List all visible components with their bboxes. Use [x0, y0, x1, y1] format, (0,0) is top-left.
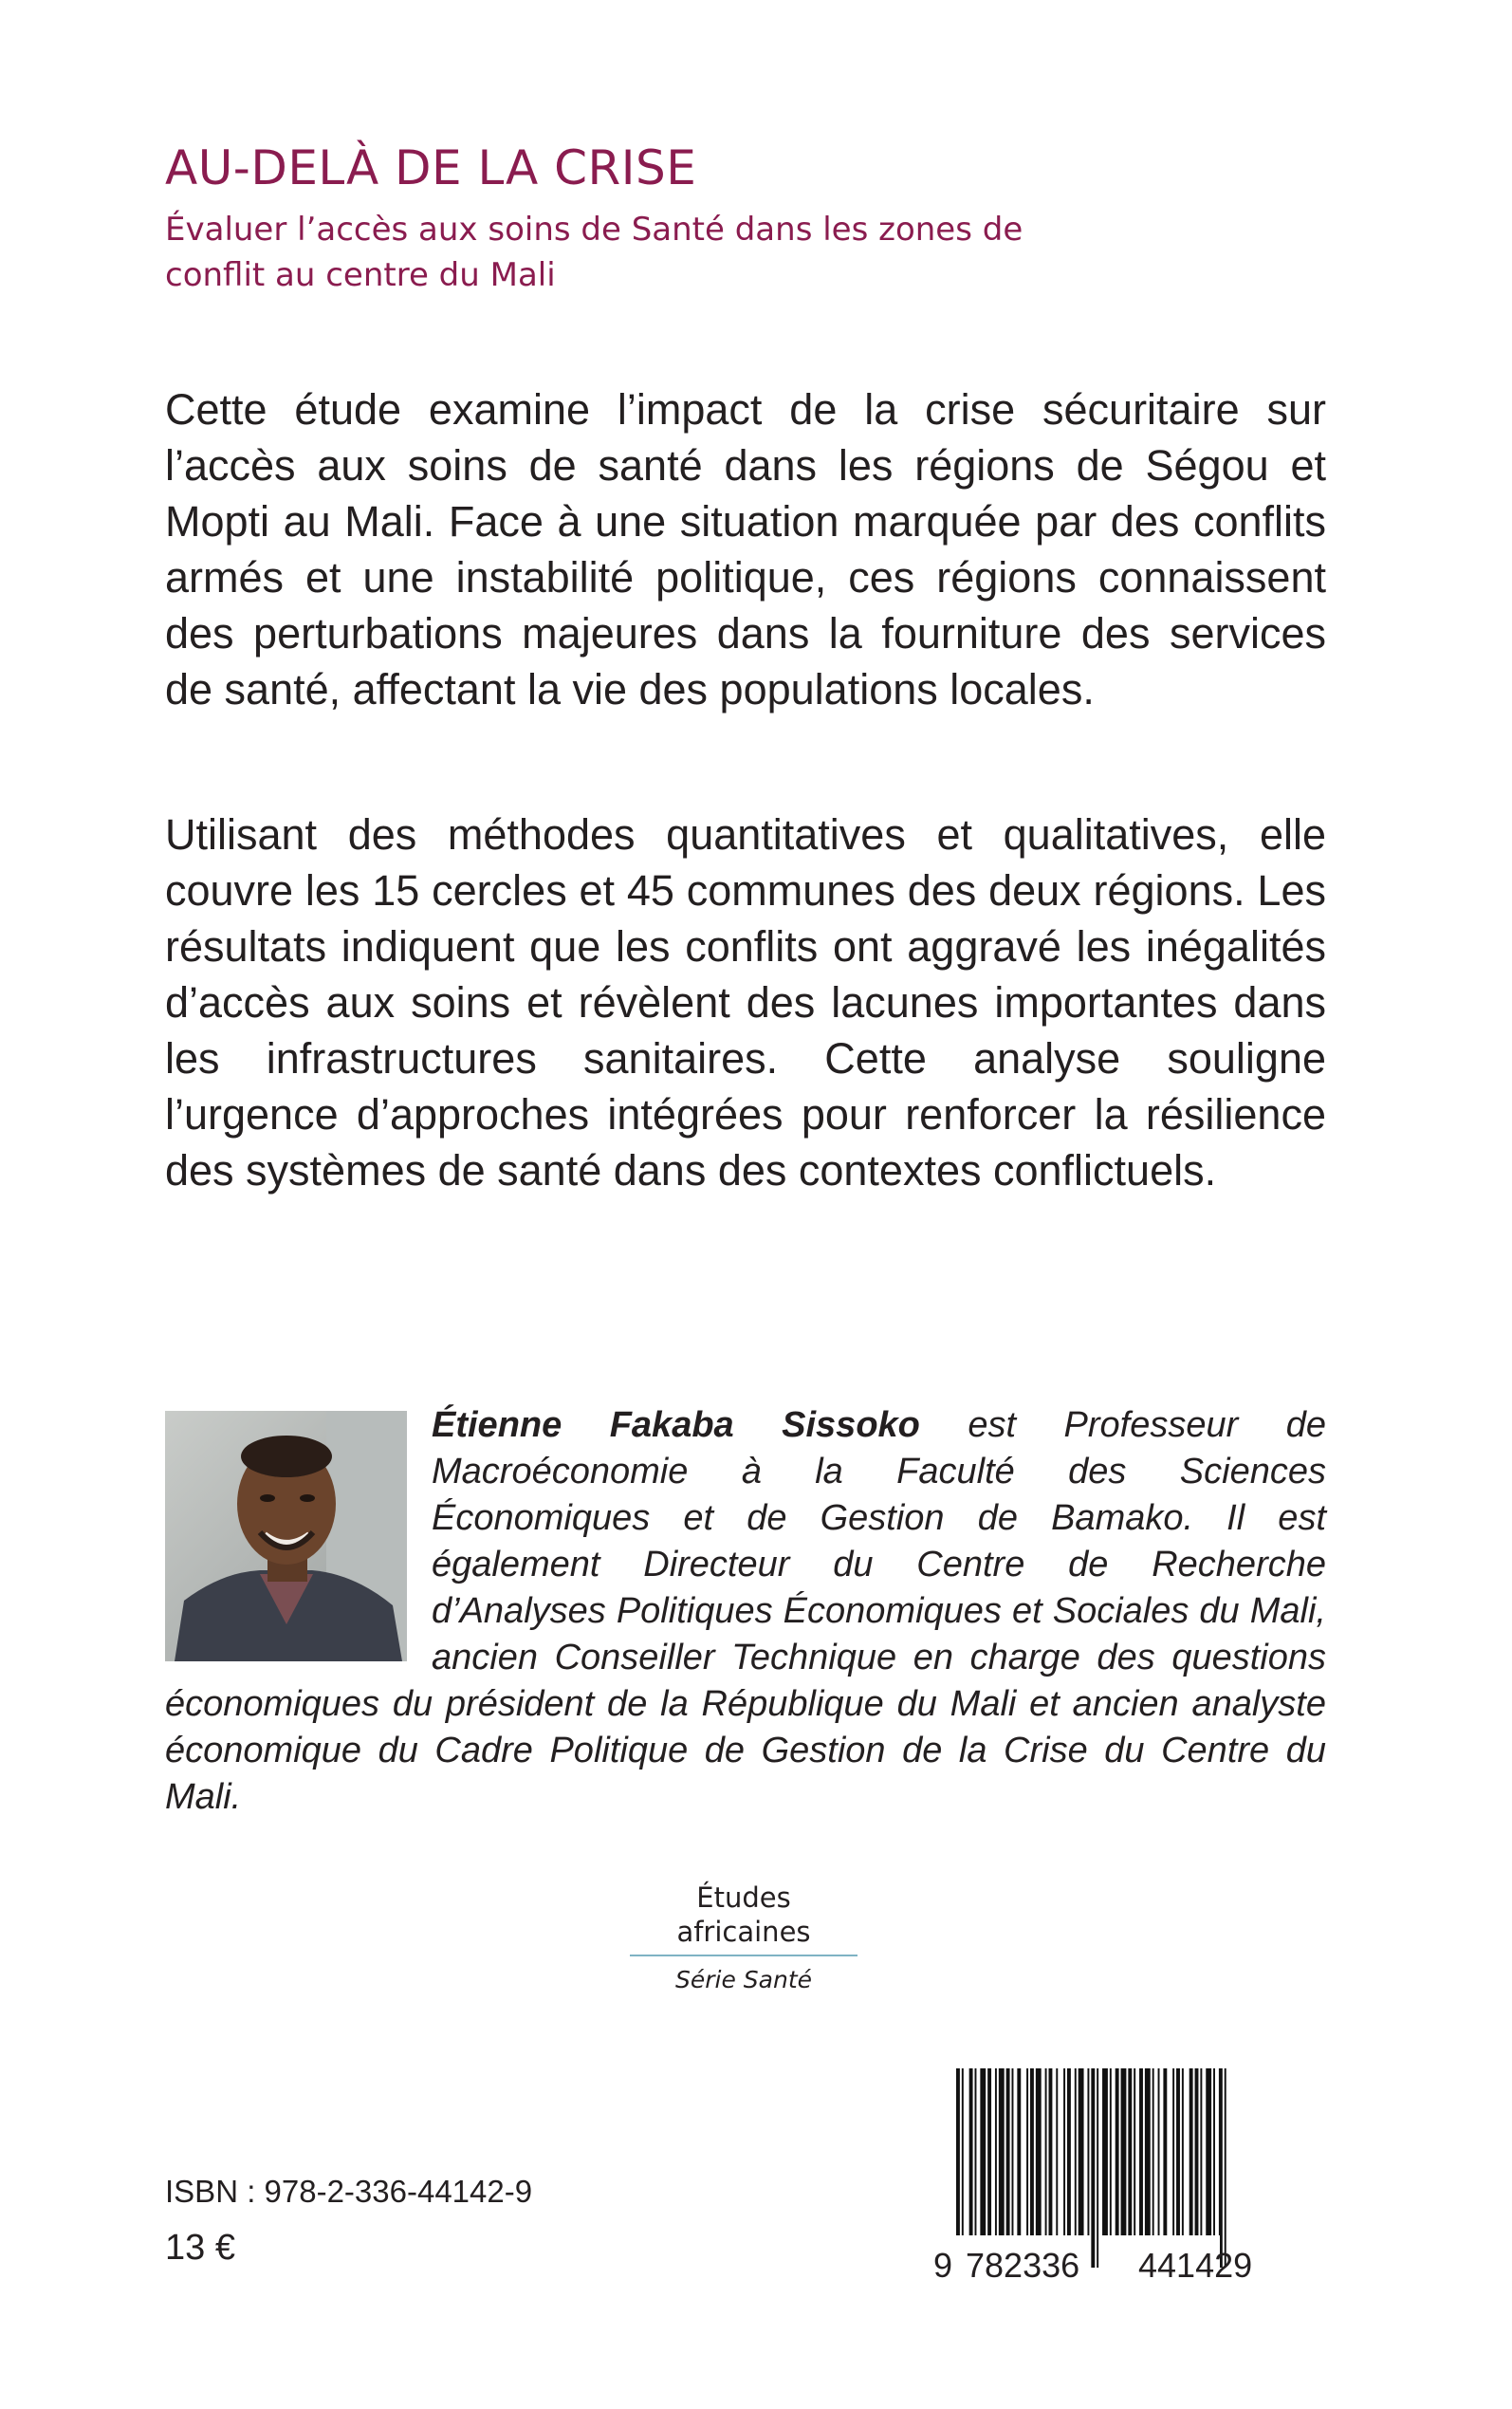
barcode-bar	[1091, 2068, 1095, 2268]
barcode-bar	[995, 2068, 997, 2235]
author-name: Étienne Fakaba Sissoko	[432, 1405, 920, 1445]
barcode-bar	[1067, 2068, 1071, 2235]
barcode-bar	[1036, 2068, 1042, 2235]
barcode-bar	[1225, 2068, 1226, 2268]
barcode-bar	[1121, 2068, 1127, 2235]
barcode-bar	[975, 2068, 977, 2235]
barcode-bar	[1056, 2068, 1058, 2235]
barcode-bar	[999, 2068, 1005, 2235]
barcode-bar	[980, 2068, 986, 2235]
collection-divider	[630, 1955, 857, 1956]
price: 13 €	[165, 2228, 235, 2268]
barcode-bar	[1182, 2068, 1184, 2235]
barcode-bar	[1097, 2068, 1098, 2268]
barcode-bar	[987, 2068, 991, 2235]
author-bio-text: est Professeur de Macroéconomie à la Faculté des Sciences Économiques et de Gestion de Bamako. Il est également Directeur du Centre de Recherche d’Analyses Politiques Économiques et Sociales du Mali, ancien Conseiller Technique en charge des questions économiques du président de la République du Mali et ancien analyste économique du Cadre Politique de Gestion de la Crise du Centre du Mali.	[165, 1405, 1326, 1817]
barcode-bar	[969, 2068, 973, 2235]
barcode-bar	[1200, 2068, 1202, 2235]
barcode-bar	[1158, 2068, 1160, 2235]
barcode-bar	[1063, 2068, 1065, 2235]
barcode-bar	[1189, 2068, 1193, 2235]
summary-paragraph-2: Utilisant des méthodes quantitatives et qualitatives, elle couvre les 15 cercles et 45 communes des deux régions. Les résultats indiquent que les conflits ont aggravé les inégalités d’accès aux soins et révèlent des lacunes importantes dans les infrastructures sanitaires. Cette analyse souligne l’urgence d’approches intégrées pour renforcer la résilience des systèmes de santé dans des contextes conflictuels.	[165, 810, 1326, 1195]
barcode-bar	[1075, 2068, 1077, 2235]
barcode-bar	[1206, 2068, 1211, 2235]
collection-subseries: Série Santé	[674, 1966, 813, 1993]
barcode-bar	[1079, 2068, 1084, 2235]
barcode-bar	[1102, 2068, 1108, 2235]
isbn: ISBN : 978-2-336-44142-9	[165, 2174, 533, 2209]
barcode-bar	[1163, 2068, 1167, 2235]
barcode-bar	[1116, 2068, 1119, 2235]
barcode	[928, 2066, 1311, 2285]
barcode-bar	[1049, 2068, 1053, 2235]
barcode-bar	[1017, 2068, 1021, 2235]
barcode-bar	[1172, 2068, 1174, 2235]
barcode-bar	[1152, 2068, 1154, 2235]
barcode-group-2: 441429	[1138, 2246, 1253, 2285]
collection-logo	[630, 1881, 857, 1994]
barcode-bar	[1030, 2068, 1034, 2235]
barcode-lead-digit: 9	[933, 2246, 953, 2285]
collection-series: Études africaines	[676, 1881, 811, 1948]
barcode-bar	[1128, 2068, 1132, 2235]
barcode-bar	[1145, 2068, 1151, 2235]
barcode-bar	[1195, 2068, 1199, 2235]
barcode-bar	[1045, 2068, 1047, 2235]
barcode-bar	[1134, 2068, 1135, 2235]
barcode-bar	[1139, 2068, 1143, 2235]
author-bio	[165, 1402, 1326, 1821]
summary-paragraph-1: Cette étude examine l’impact de la crise sécuritaire sur l’accès aux soins de santé dans les régions de Ségou et Mopti au Mali. Face à une situation marquée par des conflits armés et une instabilité politique, ces régions connaissent des perturbations majeures dans la fourniture des services de santé, affectant la vie des populations locales.	[165, 385, 1326, 713]
book-subtitle: Évaluer l’accès aux soins de Santé dans les zones de conflit au centre du Mali	[165, 211, 1023, 294]
photo-spacer	[165, 1402, 407, 1677]
barcode-bar	[1026, 2068, 1028, 2235]
barcode-bar	[1176, 2068, 1180, 2235]
book-title: AU-DELÀ DE LA CRISE	[165, 140, 697, 195]
barcode-bar	[1213, 2068, 1215, 2235]
barcode-bar	[1087, 2068, 1089, 2235]
barcode-bar	[1110, 2068, 1112, 2235]
barcode-group-1: 782336	[966, 2246, 1080, 2285]
barcode-bar	[1012, 2068, 1014, 2235]
barcode-bar	[1006, 2068, 1010, 2235]
